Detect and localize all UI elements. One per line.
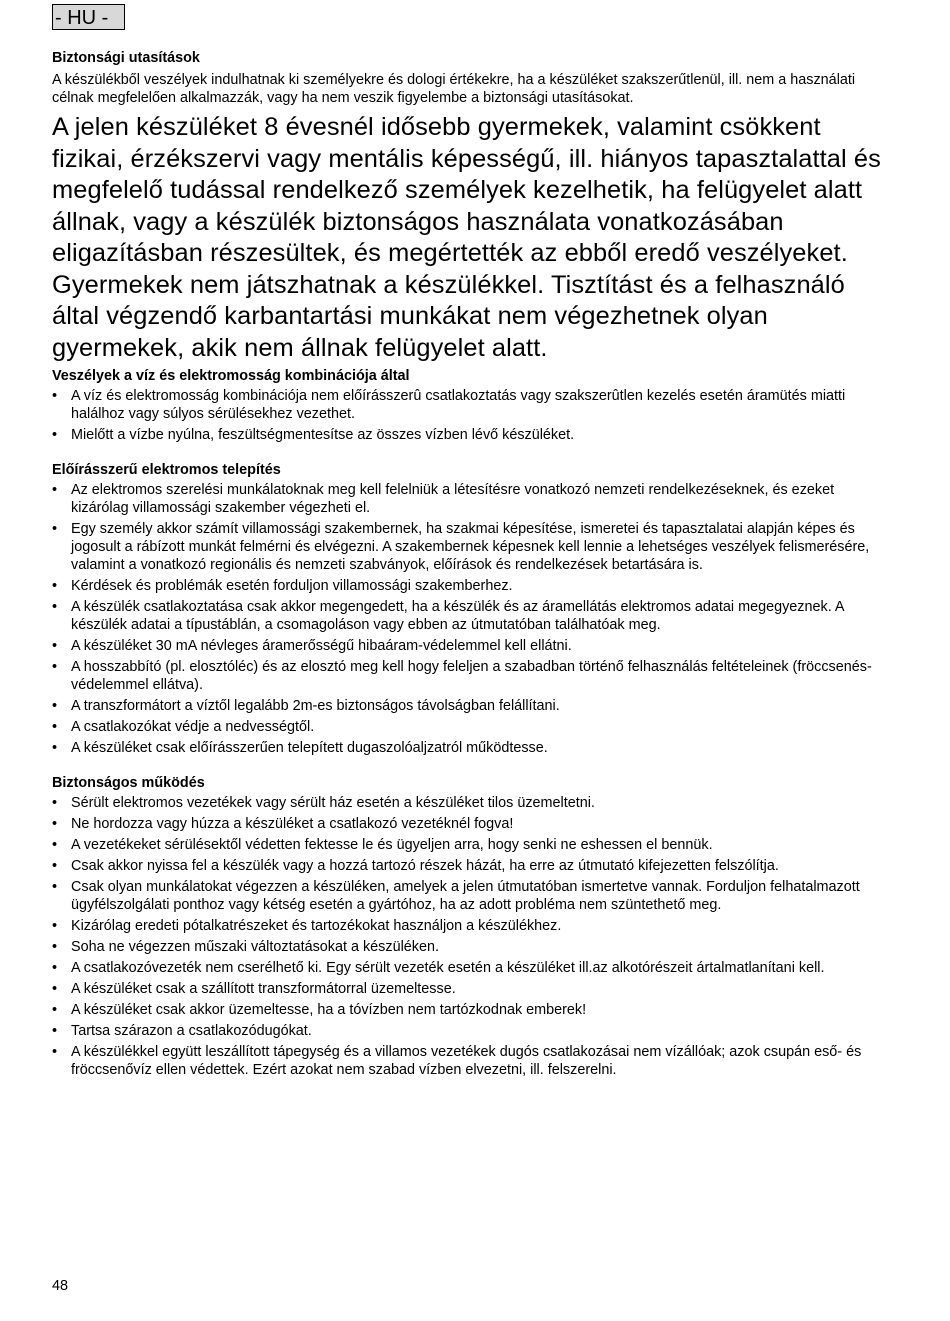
page-number: 48 xyxy=(52,1278,69,1294)
list-item: • A vezetékeket sérülésektől védetten fektesse le és ügyeljen arra, hogy senki ne eshessen el bennük. xyxy=(52,836,892,854)
list-item: • Tartsa szárazon a csatlakozódugókat. xyxy=(52,1022,892,1040)
safety-intro: A készülékből veszélyek indulhatnak ki személyekre és dologi értékekre, ha a készüléket szakszerűtlenül, ill. nem a használati célnak megfelelően alkalmazzák, vagy ha nem veszik figyelembe a biztonsági utasításokat. xyxy=(52,72,856,106)
list-item: • Csak olyan munkálatokat végezzen a készüléken, amelyek a jelen útmutatóban ismertetve vannak. Forduljon felhatalmazott ügyfélszolgálati ponthoz vagy kétség esetén a gyártóhoz, ha az adott probléma nem szüntethető meg. xyxy=(52,878,892,914)
installation-list xyxy=(52,481,892,757)
list-item: • A készüléket csak előírásszerűen telepített dugaszolóaljzatról működtesse. xyxy=(52,739,892,757)
list-item: • A készülékkel együtt leszállított tápegység és a villamos vezetékek dugós csatlakozásai nem vízállóak; azok csupán eső- és fröccsenővíz ellen védettek. Ezért azokat nem szabad vízben elvezetni, ill. felszerelni. xyxy=(52,1043,892,1079)
list-item: • A hosszabbító (pl. elosztóléc) és az elosztó meg kell hogy feleljen a szabadban történő felhasználás feltételeinek (fröccsenés-védelemmel ellátva). xyxy=(52,658,892,694)
heading-operation: Biztonságos működés xyxy=(52,775,205,791)
language-tag: - HU - xyxy=(52,4,125,30)
document-body xyxy=(52,49,892,1082)
list-item: • A csatlakozókat védje a nedvességtől. xyxy=(52,718,892,736)
list-item: • Soha ne végezzen műszaki változtatásokat a készüléken. xyxy=(52,938,892,956)
list-item: • Kizárólag eredeti pótalkatrészeket és tartozékokat használjon a készülékhez. xyxy=(52,917,892,935)
list-item: • Mielőtt a vízbe nyúlna, feszültségmentesítse az összes vízben lévő készüléket. xyxy=(52,426,892,444)
list-item: • A készülék csatlakoztatása csak akkor megengedett, ha a készülék és az áramellátás elektromos adatai megegyeznek. A készülék adatai a típustáblán, a csomagoláson vagy ebben az útmutatóban találhatóak meg. xyxy=(52,598,892,634)
list-item: • Egy személy akkor számít villamossági szakembernek, ha szakmai képesítése, ismeretei és tapasztalatai alapján képes és jogosult a rábízott munkát felmérni és elvégezni. A szakembernek képesnek kell lennie a lehetséges veszélyek felismerésére, valamint a vonatkozó regionális és nemzeti szabványok, előírások és rendelkezések betartására is. xyxy=(52,520,892,574)
list-item: • A transzformátort a víztől legalább 2m-es biztonságos távolságban felállítani. xyxy=(52,697,892,715)
water-electric-list xyxy=(52,387,892,444)
list-item: • A készüléket csak akkor üzemeltesse, ha a tóvízben nem tartózkodnak emberek! xyxy=(52,1001,892,1019)
list-item: • A csatlakozóvezeték nem cserélhető ki. Egy sérült vezeték esetén a készüléket ill.az alkotórészeit ártalmatlanítani kell. xyxy=(52,959,892,977)
list-item: • Az elektromos szerelési munkálatoknak meg kell felelniük a létesítésre vonatkozó nemzeti rendelkezéseknek, és ezeket kizárólag villamossági szakember végezheti el. xyxy=(52,481,892,517)
list-item: • A készüléket 30 mA névleges áramerősségű hibaáram-védelemmel kell ellátni. xyxy=(52,637,892,655)
list-item: • A víz és elektromosság kombinációja nem előírásszerû csatlakoztatás vagy szakszerûtlen kezelés esetén áramütés miatti halálhoz vagy súlyos sérülésekhez vezethet. xyxy=(52,387,892,423)
list-item: • A készüléket csak a szállított transzformátorral üzemeltesse. xyxy=(52,980,892,998)
list-item: • Csak akkor nyissa fel a készülék vagy a hozzá tartozó részek házát, ha erre az útmutató kifejezetten felszólítja. xyxy=(52,857,892,875)
list-item: • Kérdések és problémák esetén forduljon villamossági szakemberhez. xyxy=(52,577,892,595)
heading-water-electric: Veszélyek a víz és elektromosság kombinációja által xyxy=(52,368,410,384)
list-item: • Sérült elektromos vezetékek vagy sérült ház esetén a készüléket tilos üzemeltetni. xyxy=(52,794,892,812)
heading-installation: Előírásszerű elektromos telepítés xyxy=(52,462,281,478)
safety-notice: A jelen készüléket 8 évesnél idősebb gyermekek, valamint csökkent fizikai, érzékszervi vagy mentális képességű, ill. hiányos tapasztalattal és megfelelő tudással rendelkező személyek kezelhetik, ha felügyelet alatt állnak, vagy a készülék biztonságos használata vonatkozásában eligazításban részesültek, és megértették az ebből eredő veszélyeket. Gyermekek nem játszhatnak a készülékkel. Tisztítást és a felhasználó által végzendő karbantartási munkákat nem végezhetnek olyan gyermekek, akik nem állnak felügyelet alatt. xyxy=(52,113,881,362)
list-item: • Ne hordozza vagy húzza a készüléket a csatlakozó vezetéknél fogva! xyxy=(52,815,892,833)
heading-safety: Biztonsági utasítások xyxy=(52,50,200,66)
operation-list xyxy=(52,794,892,1079)
